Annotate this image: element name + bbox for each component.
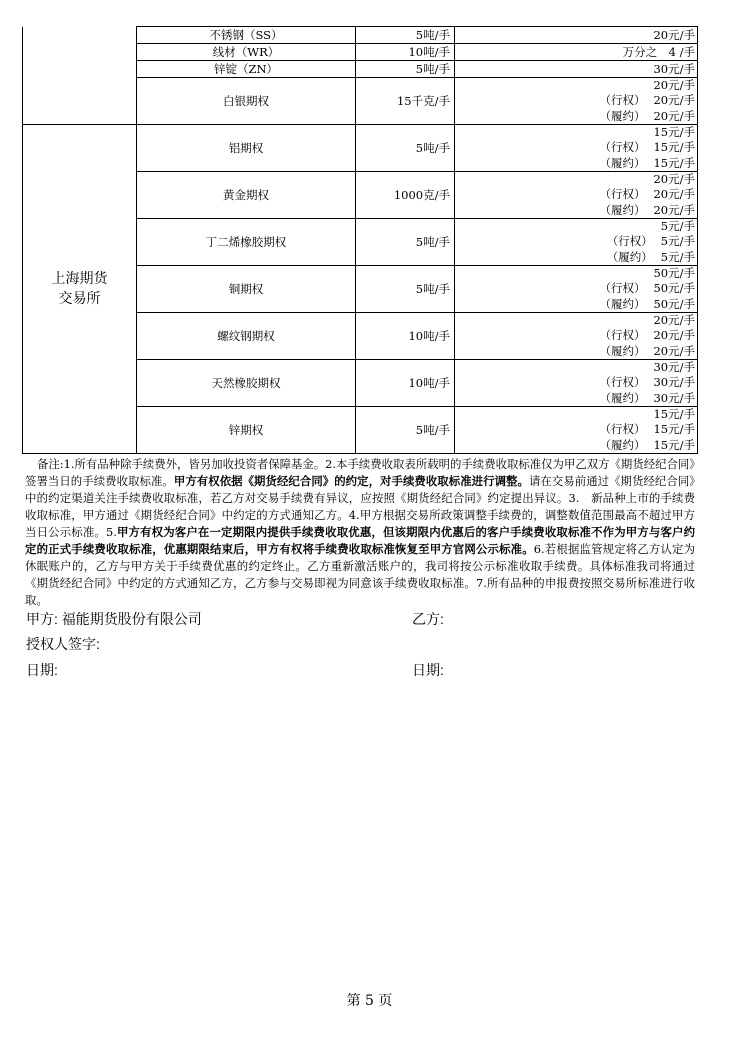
fee-cell: [455, 360, 698, 407]
fee-line: [455, 297, 695, 312]
fee-qualifier: （履约）: [599, 108, 646, 123]
fee-value: 20元/手: [653, 328, 695, 343]
fee-value: 15元/手: [653, 125, 695, 140]
date-b-label: 日期:: [412, 662, 444, 678]
fee-line: [455, 360, 695, 375]
fee-qualifier: （履约）: [599, 390, 646, 405]
fee-cell: [455, 172, 698, 219]
fee-value: 30元/手: [653, 375, 695, 390]
notes-bold-segment: 甲方有权依据《期货经纪合同》的约定，对手续费收取标准进行调整。: [173, 474, 529, 488]
product-name: 丁二烯橡胶期权: [137, 219, 356, 266]
fee-value: 30元/手: [653, 390, 695, 405]
fee-cell: [455, 78, 698, 125]
product-name: 锌期权: [137, 407, 356, 454]
fee-line: [455, 140, 695, 155]
party-a-label: 甲方: 福能期货股份有限公司: [26, 611, 202, 627]
exchange-name: 上海期货 交易所: [23, 125, 137, 454]
contract-unit: 5吨/手: [356, 61, 455, 78]
fee-qualifier: （行权）: [599, 93, 646, 108]
fee-cell: [455, 61, 698, 78]
fee-value: 万分之 4 /手: [622, 45, 695, 59]
fee-line: [455, 78, 695, 93]
fee-cell: [455, 44, 698, 61]
fee-value: 15元/手: [653, 422, 695, 437]
product-name: 铝期权: [137, 125, 356, 172]
page-number: 第 5 页: [346, 993, 393, 1009]
fee-value: 5元/手: [660, 249, 695, 264]
contract-unit: 10吨/手: [356, 360, 455, 407]
fee-value: 50元/手: [653, 296, 695, 311]
fee-qualifier: （行权）: [599, 422, 646, 437]
product-name: 锌锭（ZN）: [137, 61, 356, 78]
fee-qualifier: （履约）: [599, 296, 646, 311]
fee-line: [455, 93, 695, 108]
notes-paragraph: [25, 456, 695, 609]
fee-value: 20元/手: [653, 108, 695, 123]
product-name: 铜期权: [137, 266, 356, 313]
fee-line: [455, 391, 695, 406]
fee-line: [455, 407, 695, 422]
fee-qualifier: （履约）: [599, 202, 646, 217]
contract-unit: 10吨/手: [356, 313, 455, 360]
fee-qualifier: （履约）: [599, 437, 646, 452]
fee-line: [455, 203, 695, 218]
table-row: [23, 125, 698, 172]
fee-value: 20元/手: [653, 343, 695, 358]
fee-qualifier: （行权）: [599, 140, 646, 155]
fee-cell: [455, 125, 698, 172]
fee-value: 15元/手: [653, 407, 695, 422]
notes-segment: 请在交易前通过《期货经纪合同》中的约定渠道关注手续费收取标准，若乙方对交易手续费有异议，应按照《期货经纪合同》约定提出异议。3. 新品种上市的手续费收取标准，甲方通过《期货经纪合同》中约定的方式通知乙方。4.甲方根据交易所政策调整手续费的，调整数值范围最高不超过甲方当日公示标准。5.: [25, 474, 695, 539]
fee-line: [455, 187, 695, 202]
fee-qualifier: （行权）: [599, 187, 646, 202]
fee-cell: [455, 407, 698, 454]
fee-value: 20元/手: [653, 172, 695, 187]
fee-qualifier: （行权）: [599, 281, 646, 296]
contract-unit: 5吨/手: [356, 27, 455, 44]
fee-cell: [455, 313, 698, 360]
fee-line: [455, 422, 695, 437]
table-row: [23, 27, 698, 44]
notes-segment: 备注:1.所有品种除手续费外，皆另加收投资者保障基金。2.本手续费收取表所载明的手续费收取标准仅为甲乙双方《期货经纪合同》签署当日的手续费收取标准。: [25, 457, 695, 488]
fee-qualifier: （行权）: [599, 375, 646, 390]
fee-line: [455, 328, 695, 343]
fee-line: [455, 234, 695, 249]
fee-value: 20元/手: [653, 28, 695, 42]
fee-value: 20元/手: [653, 93, 695, 108]
fee-value: 20元/手: [653, 313, 695, 328]
contract-unit: 5吨/手: [356, 219, 455, 266]
notes-segment: 6.若根据监管规定将乙方认定为休眠账户的，乙方与甲方关于手续费优惠的约定终止。乙方重新激活账户的，我司将按公示标准收取手续费。具体标准我司将通过《期货经纪合同》中约定的方式通知乙方，乙方参与交易即视为同意该手续费收取标准。7.所有品种的申报费按照交易所标准进行收取。: [25, 542, 695, 607]
fee-line: [455, 172, 695, 187]
fee-value: 50元/手: [653, 266, 695, 281]
date-a-label: 日期:: [26, 662, 58, 678]
fee-line: [455, 219, 695, 234]
fee-cell: [455, 219, 698, 266]
product-name: 线材（WR）: [137, 44, 356, 61]
fee-value: 5元/手: [660, 219, 695, 234]
product-name: 白银期权: [137, 78, 356, 125]
fee-qualifier: （履约）: [599, 155, 646, 170]
fee-line: [455, 125, 695, 140]
fee-line: [455, 313, 695, 328]
fee-line: [455, 250, 695, 265]
fee-line: [455, 375, 695, 390]
contract-unit: 5吨/手: [356, 125, 455, 172]
fee-value: 30元/手: [653, 360, 695, 375]
fee-value: 15元/手: [653, 155, 695, 170]
fee-value: 50元/手: [653, 281, 695, 296]
product-name: 螺纹钢期权: [137, 313, 356, 360]
fee-line: [455, 156, 695, 171]
fee-value: 20元/手: [653, 78, 695, 93]
fee-value: 5元/手: [660, 234, 695, 249]
fee-qualifier: （行权）: [606, 234, 653, 249]
fee-line: [455, 344, 695, 359]
fee-line: [455, 438, 695, 453]
fee-value: 30元/手: [653, 62, 695, 76]
fee-line: [455, 281, 695, 296]
contract-unit: 5吨/手: [356, 407, 455, 454]
product-name: 不锈钢（SS）: [137, 27, 356, 44]
fee-qualifier: （行权）: [599, 328, 646, 343]
party-b-label: 乙方:: [412, 611, 444, 627]
contract-unit: 10吨/手: [356, 44, 455, 61]
fee-cell: [455, 27, 698, 44]
exchange-cell-previous: [23, 27, 137, 125]
contract-unit: 5吨/手: [356, 266, 455, 313]
fee-value: 15元/手: [653, 437, 695, 452]
fee-line: [455, 109, 695, 124]
product-name: 天然橡胶期权: [137, 360, 356, 407]
fee-line: [455, 266, 695, 281]
fee-cell: [455, 266, 698, 313]
product-name: 黄金期权: [137, 172, 356, 219]
fee-value: 20元/手: [653, 202, 695, 217]
authorized-signature-label: 授权人签字:: [26, 636, 100, 652]
fee-value: 15元/手: [653, 140, 695, 155]
notes-bold-segment: 甲方有权为客户在一定期限内提供手续费收取优惠，但该期限内优惠后的客户手续费收取标准不作为甲方与客户约定的正式手续费收取标准，优惠期限结束后，甲方有权将手续费收取标准恢复至甲方官网公示标准。: [25, 525, 695, 556]
fee-value: 20元/手: [653, 187, 695, 202]
contract-unit: 1000克/手: [356, 172, 455, 219]
fee-qualifier: （履约）: [606, 249, 653, 264]
fee-table: [22, 26, 698, 454]
fee-qualifier: （履约）: [599, 343, 646, 358]
contract-unit: 15千克/手: [356, 78, 455, 125]
